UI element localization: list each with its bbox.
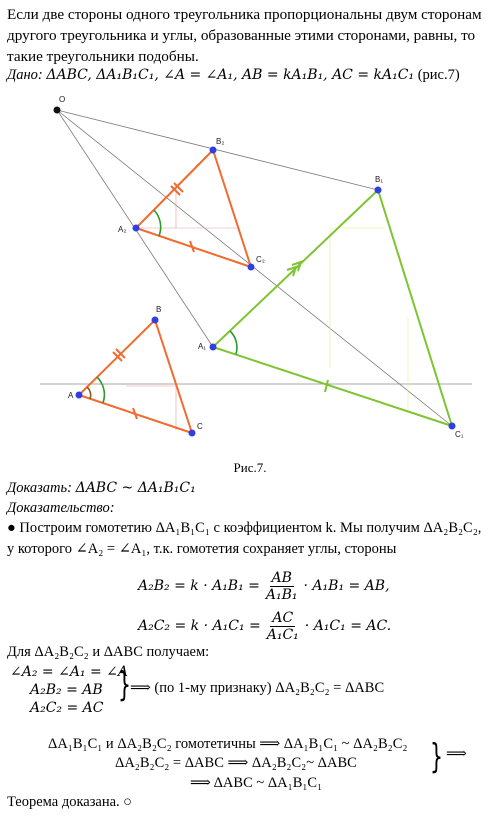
point-c2 [248, 264, 255, 271]
system-result: ⟹ (по 1-му признаку) ΔA₂B₂C₂ = ΔABC [130, 680, 385, 696]
eq2-denominator: A₁C₁ [266, 626, 299, 643]
prove-statement: ΔABC ~ ΔA₁B₁C₁ [75, 480, 196, 496]
equation-1 [138, 568, 390, 604]
label-b1: B₁ [375, 175, 384, 184]
triangle-a2b2c2 [136, 150, 251, 267]
figure-7-diagram [0, 88, 500, 458]
eq2-numerator: AC [272, 609, 294, 626]
proof-line-1: ● Построим гомотетию ΔA₁B₁C₁ с коэффициентом k. Мы получим ΔA₂B₂C₂, [7, 520, 482, 536]
eq2-right: · A₁C₁ = AC. [304, 618, 392, 634]
points [54, 107, 456, 437]
system-row-3: A₂C₂ = AC [30, 700, 104, 716]
homothety-rays [57, 110, 452, 426]
proof-label: Доказательство: [7, 500, 115, 516]
point-a [76, 392, 83, 399]
theorem-text: Если две стороны одного треугольника пропорциональны двум сторонам другого треугольника и углы, образованные этими сторонами, равны, то такие треугольники подобны. [7, 6, 482, 65]
label-o: O [59, 95, 66, 104]
conclusion-line-2: ΔA₂B₂C₂ = ΔABC ⟹ ΔA₂B₂C₂~ ΔABC [115, 755, 357, 771]
point-c1 [449, 423, 456, 430]
label-a1: A₁ [198, 342, 207, 351]
label-a: A [68, 391, 74, 400]
given-conditions: ΔABC, ΔA₁B₁C₁, ∠A = ∠A₁, AB = kA₁B₁, AC = kA₁C₁ [46, 67, 415, 83]
prove-label: Доказать: [7, 480, 72, 496]
given-figure-ref: (рис.7) [417, 67, 460, 83]
eq2-fraction [265, 610, 301, 643]
given-label: Дано: [7, 67, 43, 83]
construction-lines-green [330, 228, 408, 410]
construction-lines [126, 188, 237, 430]
conclusion-brace: } [430, 737, 443, 777]
point-b [152, 317, 159, 324]
point-a2 [133, 225, 140, 232]
figure-caption: Рис.7. [233, 460, 267, 475]
eq1-denominator: A₁B₁ [265, 586, 298, 603]
label-b2: B₂ [216, 137, 225, 146]
label-c: C [197, 422, 203, 431]
point-a1 [210, 344, 217, 351]
point-b2 [210, 147, 217, 154]
label-c2: C₂ [256, 255, 265, 264]
end-of-proof: Теорема доказана. ○ [7, 794, 133, 810]
proof-line-2: у которого ∠A₂ = ∠A₁, т.к. гомотетия сохраняет углы, стороны [7, 541, 397, 557]
eq1-fraction [264, 570, 300, 603]
triangle-abc [79, 320, 192, 433]
point-c [189, 430, 196, 437]
eq1-right: · A₁B₁ = AB, [303, 578, 390, 594]
label-c1: C₁ [455, 430, 464, 439]
system-brace: } [118, 665, 131, 705]
system-row-2: A₂B₂ = AB [30, 682, 103, 698]
for-line: Для ΔA₂B₂C₂ и ΔABC получаем: [7, 644, 210, 660]
triangle-a1b1c1 [213, 190, 452, 426]
label-b: B [156, 305, 162, 314]
label-a2: A₂ [118, 225, 127, 234]
eq2-left: A₂C₂ = k · A₁C₁ = [138, 618, 261, 634]
equation-2 [138, 608, 391, 644]
prove-line [7, 480, 196, 497]
point-b1 [375, 187, 382, 194]
conclusion-line-1: ΔA₁B₁C₁ и ΔA₂B₂C₂ гомотетичны ⟹ ΔA₁B₁C₁ ~ ΔA₂B₂C₂ [48, 736, 408, 752]
conclusion-arrow: ⟹ [446, 746, 467, 762]
eq1-numerator: AB [271, 569, 292, 586]
conclusion-line-3: ⟹ ΔABC ~ ΔA₁B₁C₁ [190, 775, 323, 791]
system-row-1: ∠A₂ = ∠A₁ = ∠A [10, 664, 129, 680]
given-line [7, 67, 460, 84]
eq1-left: A₂B₂ = k · A₁B₁ = [138, 578, 260, 594]
point-o [54, 107, 61, 114]
